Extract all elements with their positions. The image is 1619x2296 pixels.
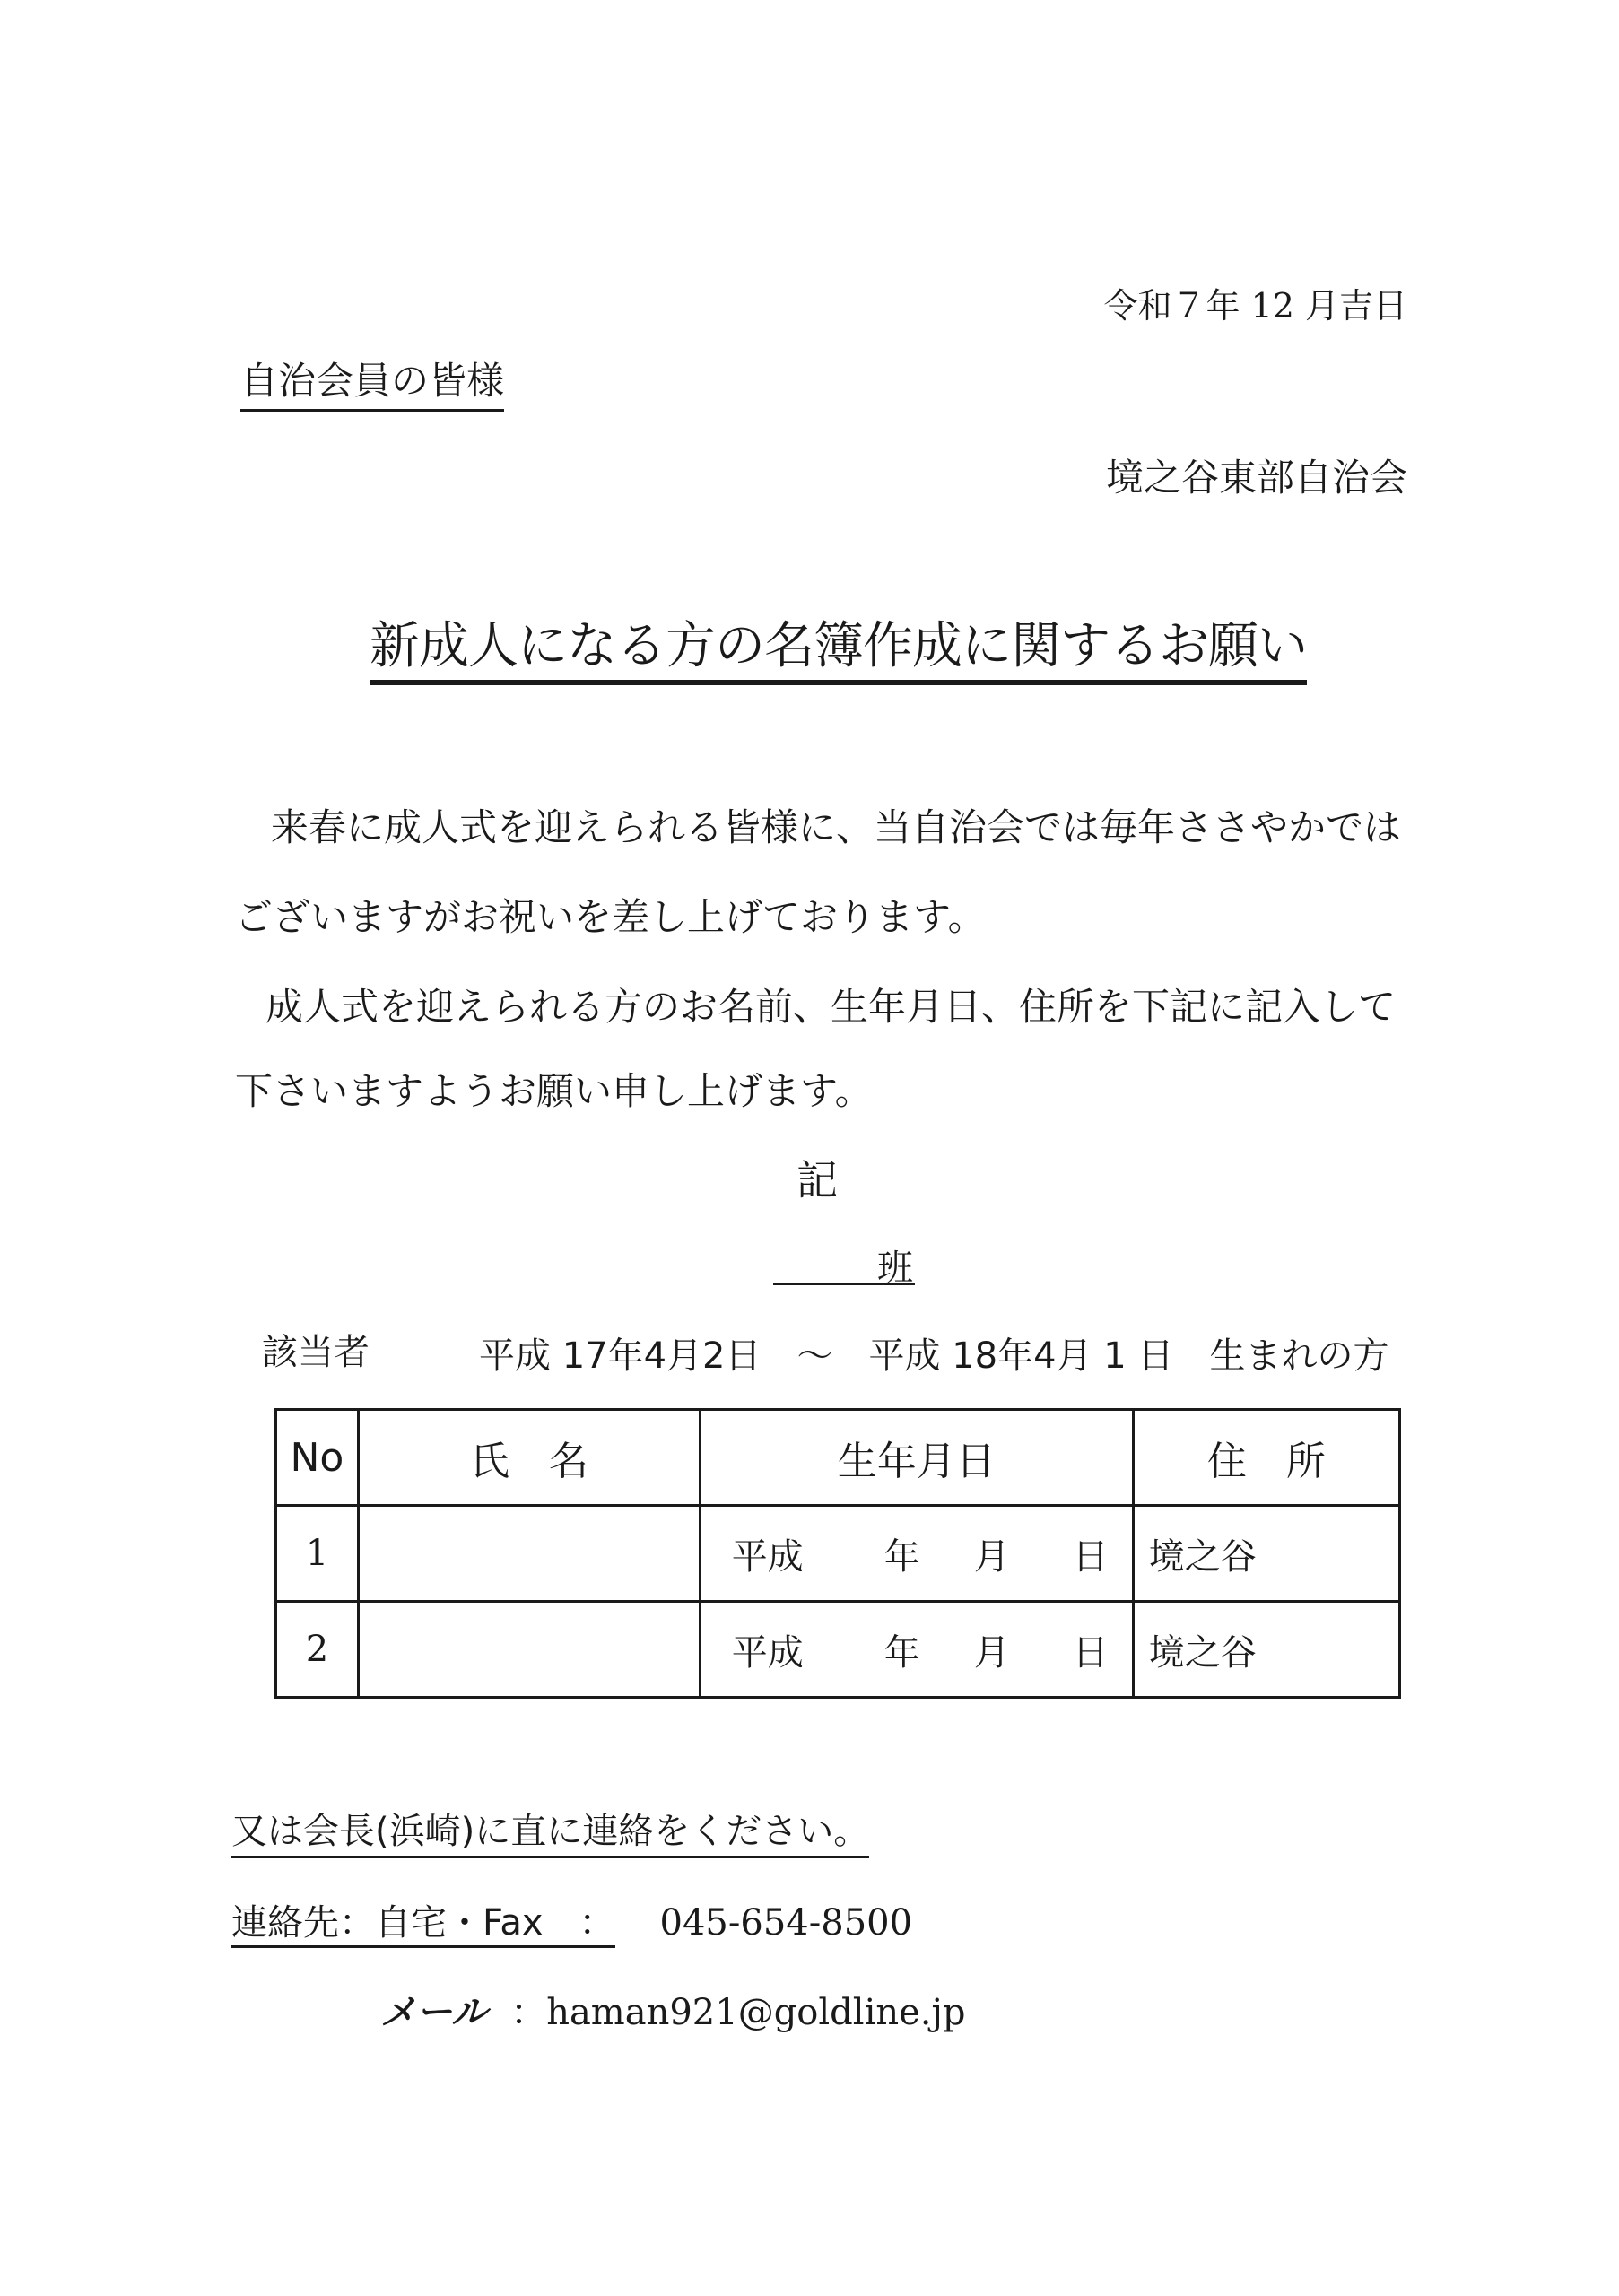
- group-label: 班: [877, 1248, 913, 1289]
- address-field[interactable]: 境之谷: [1133, 1506, 1399, 1602]
- contact-mail-label: メール: [380, 1992, 488, 2033]
- contact-phone: [231, 1894, 912, 1945]
- dob-field[interactable]: [700, 1506, 1133, 1602]
- contact-phone-number[interactable]: 045-654-8500: [659, 1902, 913, 1944]
- name-field[interactable]: [358, 1602, 700, 1698]
- header-no: No: [276, 1410, 359, 1506]
- body-paragraph-3: 成人式を迎えられる方のお名前、生年月日、住所を下記に記入して: [265, 985, 1397, 1029]
- contact-president-note: 又は会長(浜崎)に直に連絡をください。: [231, 1803, 869, 1858]
- dob-day: 日: [1072, 1535, 1109, 1578]
- body-paragraph-1: 来春に成人式を迎えられる皆様に、当自治会では毎年ささやかでは: [271, 805, 1402, 849]
- dob-year: 年: [883, 1535, 920, 1578]
- dob-day: 日: [1072, 1631, 1109, 1674]
- table-header-row: [276, 1410, 1400, 1506]
- body-paragraph-4: 下さいますようお願い申し上げます。: [235, 1069, 873, 1113]
- dob-era: 平成: [731, 1535, 804, 1578]
- contact-mail-address[interactable]: ：haman921@goldline.jp: [510, 1992, 966, 2033]
- contact-phone-label: 連絡先：自宅・Fax ：: [231, 1902, 615, 1948]
- target-label: 該当者: [262, 1332, 370, 1373]
- ki-heading: 記: [796, 1156, 838, 1205]
- name-field[interactable]: [358, 1506, 700, 1602]
- addressee: 自治会員の皆様: [240, 352, 504, 412]
- roster-table: [274, 1408, 1401, 1699]
- row-no: 2: [276, 1602, 359, 1698]
- header-name: 氏 名: [358, 1410, 700, 1506]
- sender: 境之谷東部自治会: [1105, 456, 1407, 500]
- document-title: 新成人になる方の名簿作成に関するお願い: [370, 606, 1307, 685]
- contact-mail: [380, 1984, 966, 2035]
- issue-date: 令和７年 12 月吉日: [1103, 286, 1407, 326]
- header-address: 住 所: [1133, 1410, 1399, 1506]
- target-range: 平成 17年4月2日 ～ 平成 18年4月 1 日 生まれの方: [479, 1335, 1389, 1377]
- dob-era: 平成: [731, 1631, 804, 1674]
- dob-year: 年: [883, 1631, 920, 1674]
- header-dob: 生年月日: [700, 1410, 1133, 1506]
- table-row: [276, 1506, 1400, 1602]
- table-row: [276, 1602, 1400, 1698]
- dob-month: 月: [973, 1535, 1010, 1578]
- row-no: 1: [276, 1506, 359, 1602]
- dob-month: 月: [973, 1631, 1010, 1674]
- body-paragraph-2: ございますがお祝いを差し上げております。: [235, 895, 986, 939]
- address-field[interactable]: 境之谷: [1133, 1602, 1399, 1698]
- dob-field[interactable]: [700, 1602, 1133, 1698]
